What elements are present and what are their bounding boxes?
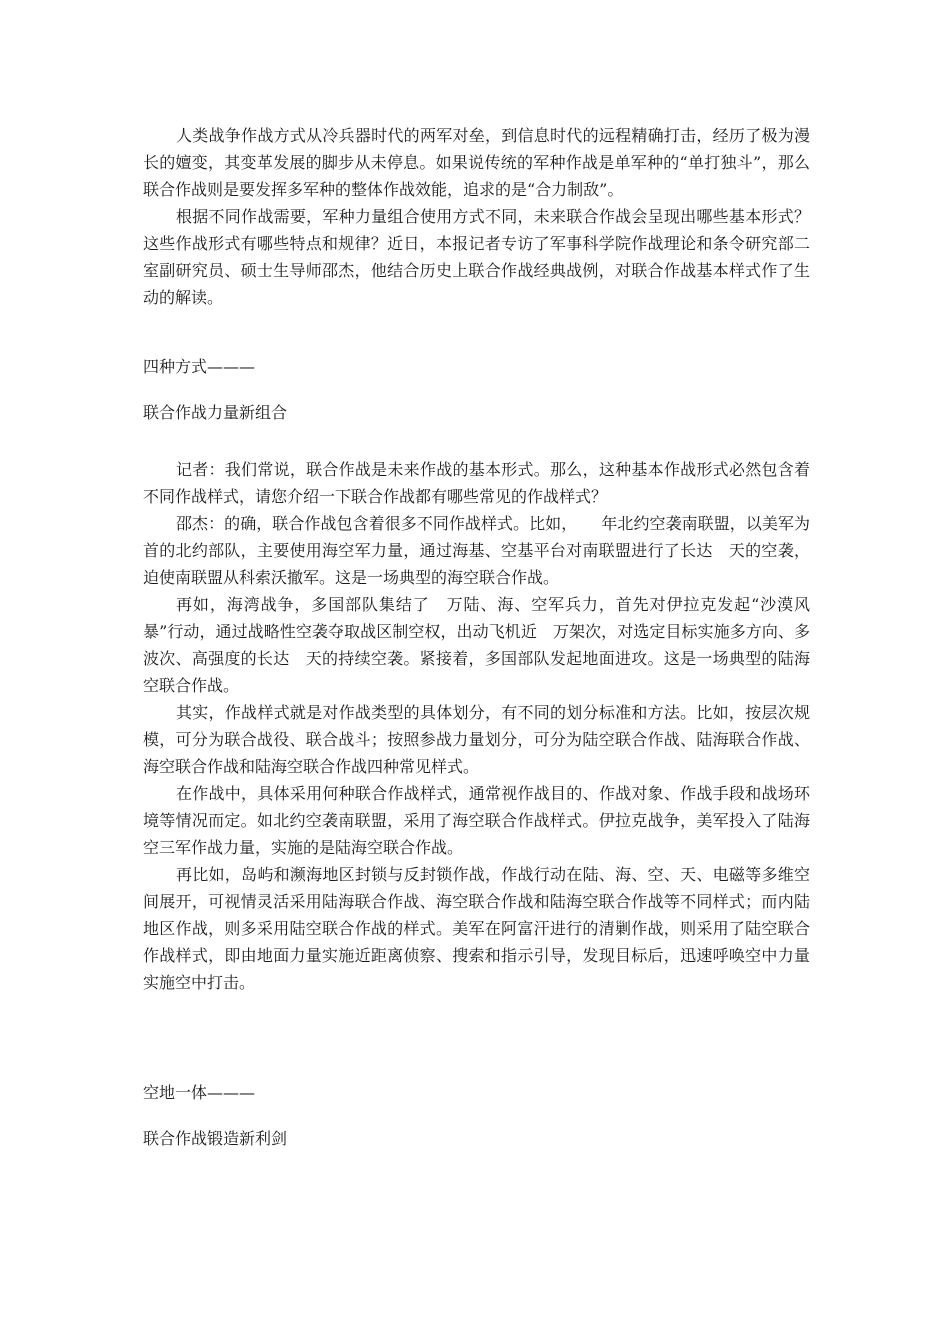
section1-body: [143, 456, 810, 996]
section2-heading-line2: 联合作战锻造新利剑: [143, 1129, 288, 1148]
section1-paragraph: 在作战中，具体采用何种联合作战样式，通常视作战目的、作战对象、作战手段和战场环境等情况而定。如北约空袭南联盟，采用了海空联合作战样式。伊拉克战争，美军投入了陆海空三军作战力量，实施的是陆海空联合作战。: [143, 784, 810, 857]
section1-heading-line1: 四种方式———: [143, 357, 256, 376]
section1-paragraph: 再如，海湾战争，多国部队集结了 万陆、海、空军兵力，首先对伊拉克发起“沙漠风暴”行动，通过战略性空袭夺取战区制空权，出动飞机近 万架次，对选定目标实施多方向、多波次、高强度的长达 天的持续空袭。紧接着，多国部队发起地面进攻。这是一场典型的陆海空联合作战。: [143, 595, 810, 695]
section1-paragraph: 记者：我们常说，联合作战是未来作战的基本形式。那么，这种基本作战形式必然包含着不同作战样式，请您介绍一下联合作战都有哪些常见的作战样式？: [143, 460, 810, 506]
section1-paragraph: 再比如，岛屿和濒海地区封锁与反封锁作战，作战行动在陆、海、空、天、电磁等多维空间展开，可视情灵活采用陆海联合作战、海空联合作战和陆海空联合作战等不同样式；而内陆地区作战，则多采用陆空联合作战的样式。美军在阿富汗进行的清剿作战，则采用了陆空联合作战样式，即由地面力量实施近距离侦察、搜索和指示引导，发现目标后，迅速呼唤空中力量实施空中打击。: [143, 865, 810, 992]
section2-heading-line1: 空地一体———: [143, 1083, 256, 1102]
intro-paragraph-2: 根据不同作战需要，军种力量组合使用方式不同，未来联合作战会呈现出哪些基本形式？这些作战形式有哪些特点和规律？近日，本报记者专访了军事科学院作战理论和条令研究部二室副研究员、硕士生导师邵杰，他结合历史上联合作战经典战例，对联合作战基本样式作了生动的解读。: [143, 207, 810, 307]
section1-paragraph: 其实，作战样式就是对作战类型的具体划分，有不同的划分标准和方法。比如，按层次规模，可分为联合战役、联合战斗；按照参战力量划分，可分为陆空联合作战、陆海联合作战、海空联合作战和陆海空联合作战四种常见样式。: [143, 703, 810, 776]
intro-block: [143, 122, 810, 311]
intro-paragraph-1: 人类战争作战方式从冷兵器时代的两军对垒，到信息时代的远程精确打击，经历了极为漫长的嬗变，其变革发展的脚步从未停息。如果说传统的军种作战是单军种的“单打独斗”，那么联合作战则是要发挥多军种的整体作战效能，追求的是“合力制敌”。: [143, 126, 810, 199]
section1-paragraph: 邵杰：的确，联合作战包含着很多不同作战样式。比如， 年北约空袭南联盟，以美军为首的北约部队，主要使用海空军力量，通过海基、空基平台对南联盟进行了长达 天的空袭，迫使南联盟从科索沃撤军。这是一场典型的海空联合作战。: [143, 514, 810, 587]
section1-heading-line2: 联合作战力量新组合: [143, 403, 288, 422]
